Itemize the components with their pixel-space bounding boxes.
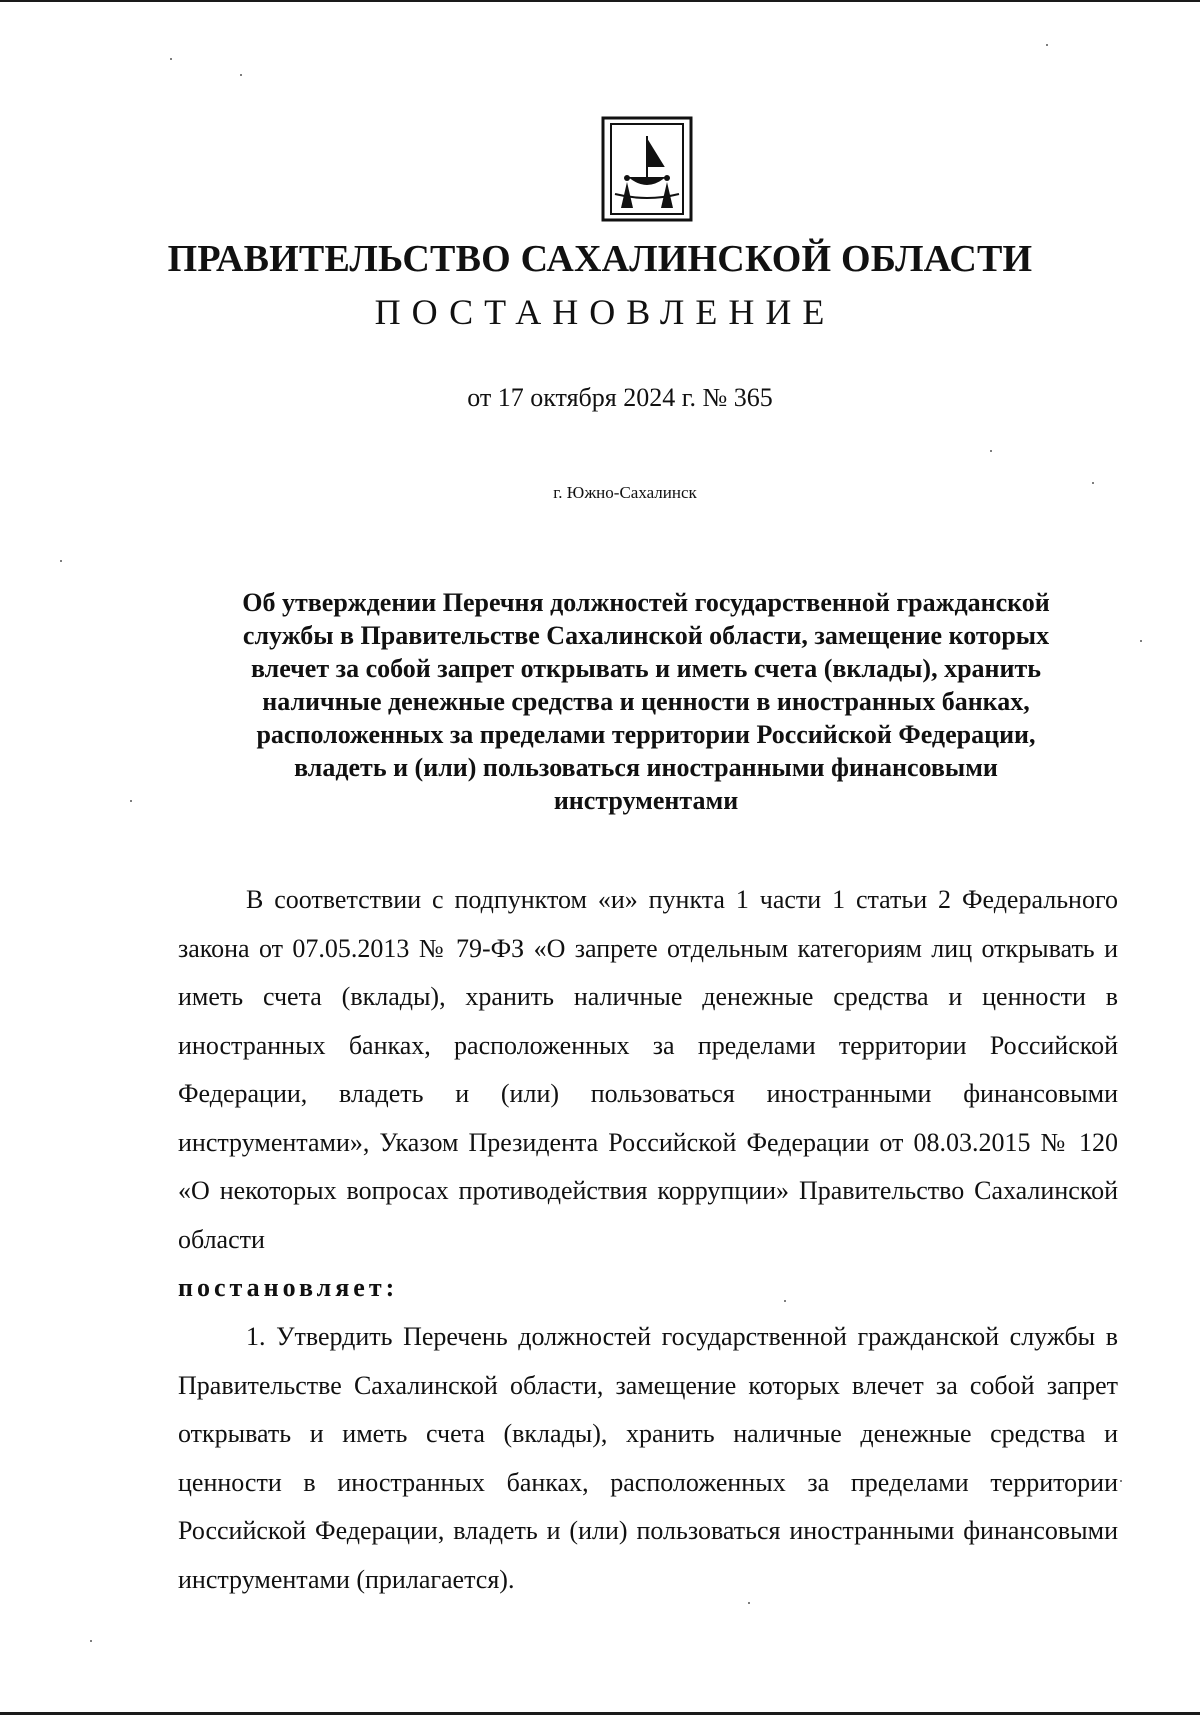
- scan-speck: [748, 1602, 750, 1604]
- scan-speck: [1140, 640, 1142, 642]
- scan-speck: [90, 1640, 92, 1642]
- sakhalin-coat-of-arms-icon: [601, 116, 693, 222]
- heading-line: наличные денежные средства и ценности в иностранных банках,: [262, 687, 1030, 716]
- heading-line: инструментами: [553, 786, 739, 815]
- scan-speck: [784, 1300, 786, 1302]
- scan-speck: [990, 450, 992, 452]
- government-name: ПРАВИТЕЛЬСТВО САХАЛИНСКОЙ ОБЛАСТИ: [167, 238, 1033, 280]
- document-date-number: от 17 октября 2024 г. № 365: [467, 383, 773, 412]
- document-type: ПОСТАНОВЛЕНИЕ: [374, 292, 836, 332]
- scan-speck: [1120, 1480, 1122, 1482]
- preamble-text: В соответствии с подпунктом «и» пункта 1 части 1 статьи 2 Федерального закона от 07.05.2013 № 79-ФЗ «О запрете отдельным категориям лиц открывать и иметь счета (вклады), хранить наличные денежные средства и ценности в иностранных банках, расположенных за пределами территории Российской Федерации, владеть и (или) пользоваться иностранными финансовыми инструментами», Указом Президента Российской Федерации от 08.03.2015 № 120 «О некоторых вопросах противодействия коррупции» Правительство Сахалинской области: [178, 885, 1118, 1254]
- heading-line: Об утверждении Перечня должностей государственной гражданской: [242, 588, 1050, 617]
- scan-speck: [1092, 482, 1094, 484]
- scan-top-edge: [0, 0, 1200, 2]
- heading-line: расположенных за пределами территории Российской Федерации,: [256, 720, 1036, 749]
- item-1-paragraph: 1. Утвердить Перечень должностей государственной гражданской службы в Правительстве Сахалинской области, замещение которых влечет за собой запрет открывать и иметь счета (вклады), хранить наличные денежные средства и ценности в иностранных банках, расположенных за пределами территории Российской Федерации, владеть и (или) пользоваться иностранными финансовыми инструментами (прилагается).: [178, 1322, 1118, 1594]
- scan-speck: [60, 560, 62, 562]
- preamble-paragraph: [178, 876, 1118, 1313]
- resolves-word: постановляет:: [178, 1273, 399, 1302]
- scan-bottom-edge: [0, 1712, 1200, 1715]
- heading-line: службы в Правительстве Сахалинской области, замещение которых: [242, 621, 1050, 650]
- scan-speck: [240, 74, 242, 76]
- scan-speck: [170, 58, 172, 60]
- heading-line: владеть и (или) пользоваться иностранными финансовыми: [294, 753, 998, 782]
- scan-speck: [130, 800, 132, 802]
- scan-speck: [1046, 44, 1048, 46]
- document-city: г. Южно-Сахалинск: [553, 483, 697, 502]
- document-heading: [196, 586, 1096, 817]
- heading-line: влечет за собой запрет открывать и иметь счета (вклады), хранить: [250, 654, 1042, 683]
